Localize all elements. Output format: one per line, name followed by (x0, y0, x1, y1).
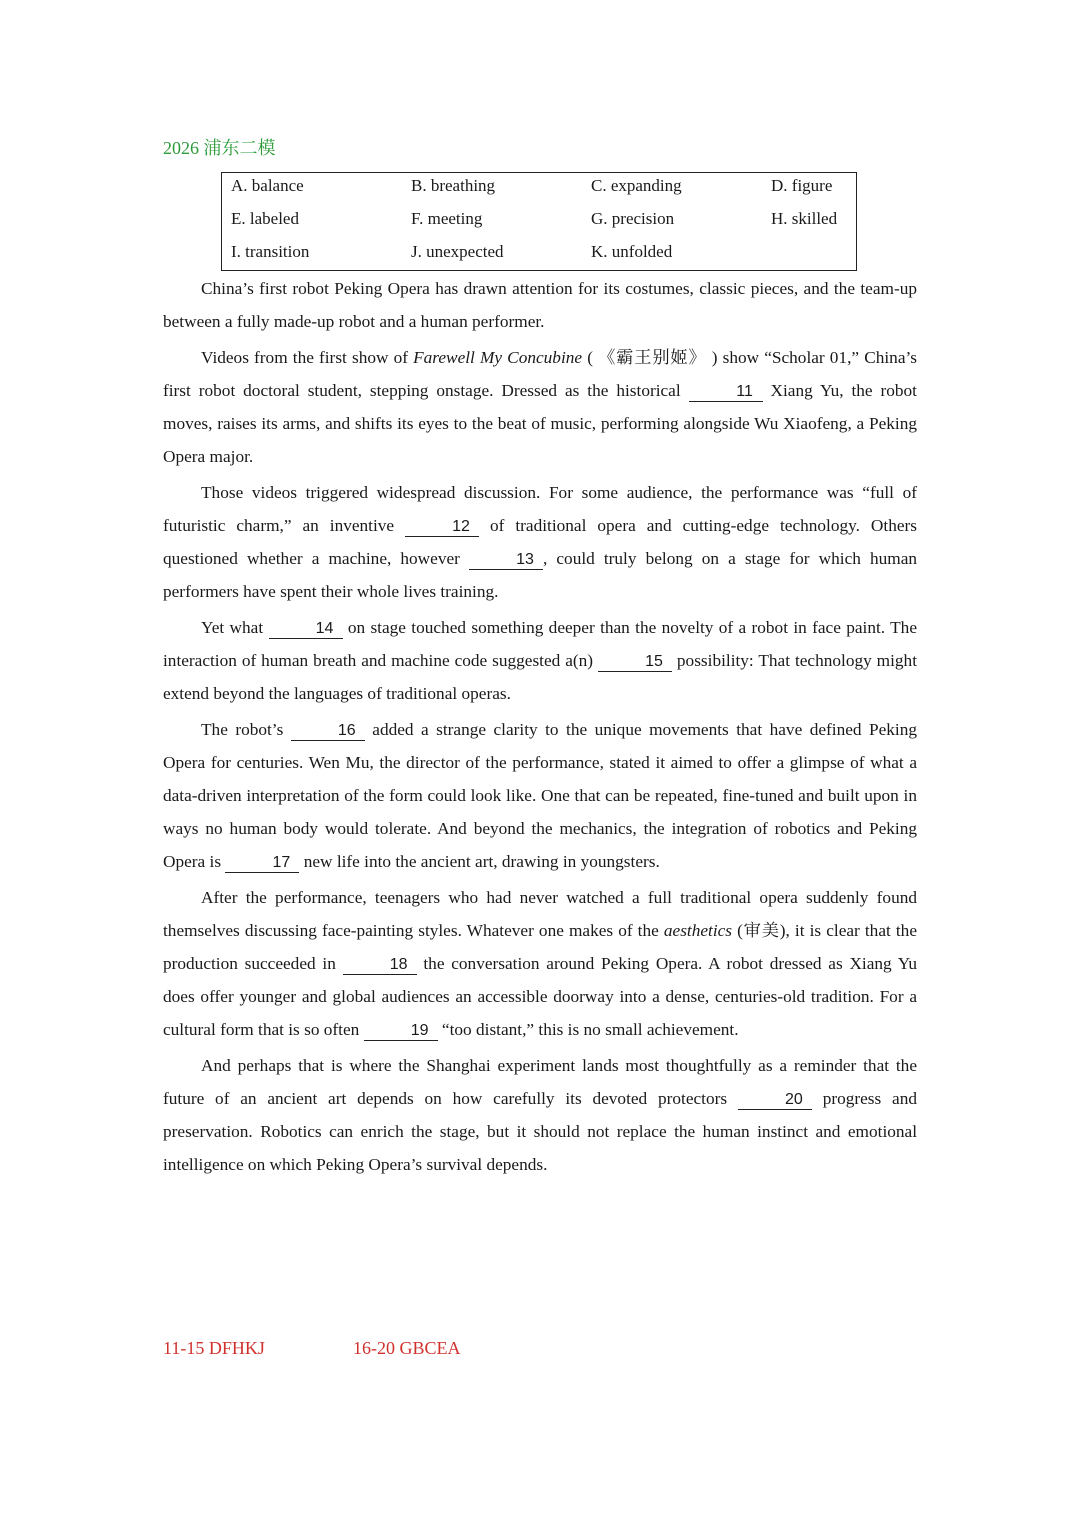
option-b: B. breathing (411, 176, 496, 195)
paragraph-1: China’s first robot Peking Opera has drawn attention for its costumes, classic pieces, and the team-up between a fully made-up robot and a human performer. (163, 279, 917, 331)
blank-19: 19 (364, 1022, 438, 1041)
source-title: 2026 浦东二模 (163, 138, 276, 158)
word-bank-box (221, 172, 857, 271)
option-a: A. balance (231, 176, 304, 195)
work-title: Farewell My Concubine (413, 348, 583, 367)
option-k: K. unfolded (591, 242, 673, 261)
paragraph-6: After the performance, teenagers who had never watched a full traditional opera suddenly found themselves discussing face-painting styles. Whatever one makes of the aesthetics (审美), it is clear that the production succeeded in 18 the conversation around Peking Opera. A robot dressed as Xiang Yu does offer younger and global audiences an accessible doorway into a dense, centuries-old tradition. For a cultural form that is so often 19 “too distant,” this is no small achievement. (163, 888, 917, 1039)
term-aesthetics: aesthetics (663, 921, 733, 940)
blank-17: 17 (225, 854, 299, 873)
blank-11: 11 (689, 383, 763, 402)
option-f: F. meeting (411, 209, 483, 228)
paragraph-2: Videos from the first show of Farewell My Concubine ( 《霸王别姬》 ) show “Scholar 01,” China’s first robot doctoral student, stepping onstage. Dressed as the historical 11 Xiang Yu, the robot moves, raises its arms, and shifts its eyes to the beat of music, performing alongside Wu Xiaofeng, a Peking Opera major. (163, 348, 918, 466)
option-j: J. unexpected (411, 242, 504, 261)
blank-18: 18 (343, 956, 417, 975)
blank-20: 20 (738, 1091, 812, 1110)
option-d: D. figure (771, 176, 833, 195)
answer-key-16-20: 16-20 GBCEA (353, 1338, 461, 1358)
paragraph-3: Those videos triggered widespread discussion. For some audience, the performance was “full of futuristic charm,” an inventive 12 of traditional opera and cutting-edge technology. Others questioned whether a machine, however 13 , could truly belong on a stage for which human performers have spent their whole lives training. (163, 483, 918, 601)
option-g: G. precision (591, 209, 675, 228)
option-e: E. labeled (231, 209, 299, 228)
paragraph-5: The robot’s 16 added a strange clarity to the unique movements that have defined Peking Opera for centuries. Wen Mu, the director of the performance, stated it aimed to offer a glimpse of what a data-driven interpretation of the form could look like. One that can be repeated, fine-tuned and built upon in ways no human body would tolerate. And beyond the mechanics, the integration of robotics and Peking Opera is 17 new life into the ancient art, drawing in youngsters. (163, 720, 917, 871)
blank-13: 13 (469, 551, 543, 570)
option-h: H. skilled (771, 209, 838, 228)
option-i: I. transition (231, 242, 310, 261)
blank-12: 12 (405, 518, 479, 537)
paragraph-7: And perhaps that is where the Shanghai experiment lands most thoughtfully as a reminder that the future of an ancient art depends on how carefully its devoted protectors 20 progress and preservation. Robotics can enrich the stage, but it should not replace the human instinct and emotional intelligence on which Peking Opera’s survival depends. (163, 1056, 917, 1174)
answer-key-11-15: 11-15 DFHKJ (163, 1338, 265, 1358)
blank-16: 16 (291, 722, 365, 741)
paragraph-4: Yet what 14 on stage touched something deeper than the novelty of a robot in face paint. The interaction of human breath and machine code suggested a(n) 15 possibility: That technology might extend beyond the languages of traditional operas. (163, 618, 918, 703)
answer-key (163, 1336, 461, 1360)
blank-14: 14 (269, 620, 343, 639)
blank-15: 15 (598, 653, 672, 672)
passage (163, 272, 917, 1181)
option-c: C. expanding (591, 176, 682, 195)
